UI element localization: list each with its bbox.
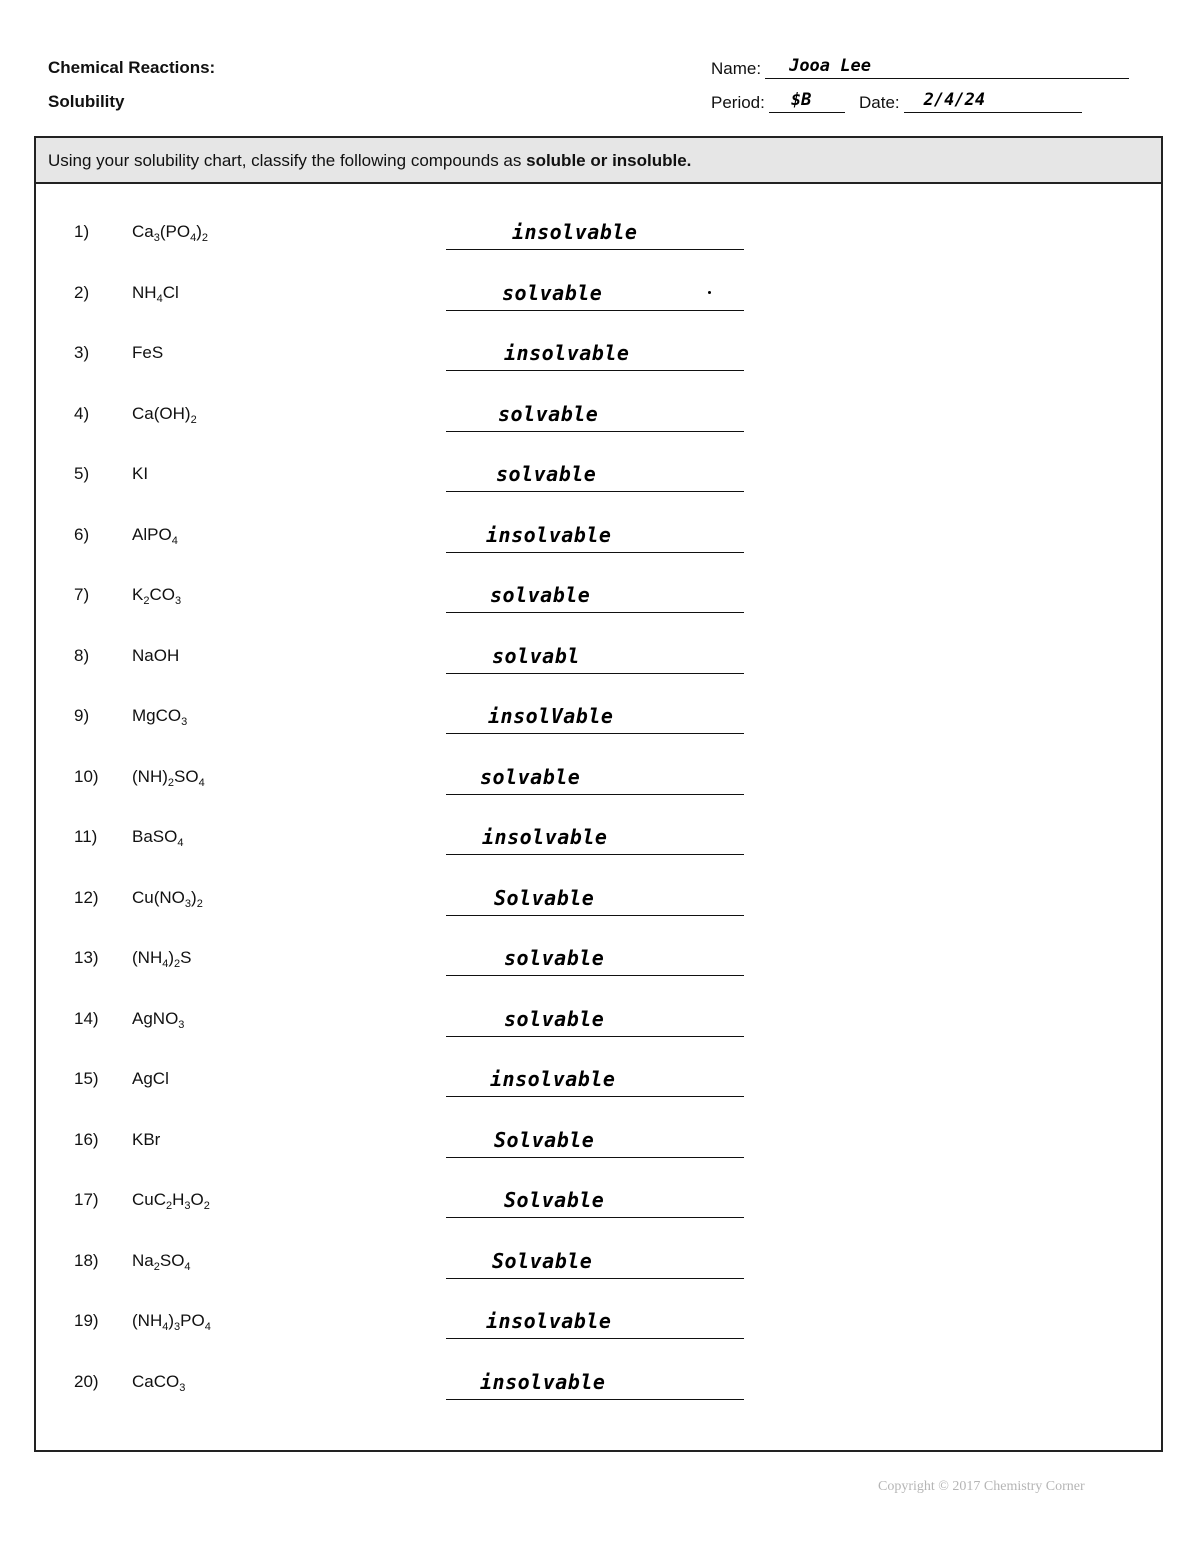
handwritten-answer: insolvable <box>512 220 638 244</box>
date-field <box>859 90 1082 113</box>
handwritten-answer: insolvable <box>490 1067 616 1091</box>
worksheet-title: Chemical Reactions: <box>48 58 216 77</box>
question-number: 12) <box>74 887 99 907</box>
compound-formula: $Ca_3(PO_4)_2$ <box>132 222 209 244</box>
question-row <box>36 1059 1161 1099</box>
question-number: 10) <box>74 766 99 786</box>
compound-formula: $(NH)_2SO_4$ <box>132 766 205 789</box>
handwritten-answer: solvable <box>504 946 605 970</box>
period-label: Period: <box>711 93 765 112</box>
handwritten-answer: solvable <box>490 583 591 607</box>
question-number: 17) <box>74 1190 99 1209</box>
compound-formula: $CuC_2H_3O_2$ <box>132 1190 210 1212</box>
question-number: 3) <box>74 343 90 362</box>
handwritten-answer: solvable <box>496 462 597 486</box>
handwritten-answer: solvable <box>498 401 599 426</box>
question-row <box>36 1301 1161 1341</box>
answer-line[interactable] <box>446 491 744 492</box>
answer-line[interactable] <box>446 431 744 432</box>
copyright-footer: Copyright © 2017 Chemistry Corner <box>878 1479 1085 1494</box>
compound-formula: MgCO$_3$ <box>132 706 188 728</box>
answer-line[interactable] <box>446 612 744 613</box>
answer-line[interactable] <box>446 1338 744 1339</box>
question-row <box>36 1362 1161 1402</box>
question-number: 19) <box>74 1311 99 1330</box>
answer-line[interactable] <box>446 794 744 795</box>
period-value: $B <box>790 90 812 110</box>
compound-formula: BaSO$_4$ <box>132 827 184 849</box>
answer-line[interactable] <box>446 1217 744 1218</box>
compound-formula: $(NH_4)_3PO_4$ <box>132 1311 211 1333</box>
period-field <box>711 90 845 113</box>
handwritten-answer: Solvable <box>492 1248 593 1273</box>
compound-formula: AlPO$_4$ <box>132 524 178 547</box>
question-number: 1) <box>74 222 90 241</box>
handwritten-answer: insolvable <box>480 1369 606 1394</box>
handwritten-answer: insolvable <box>486 522 612 547</box>
handwritten-answer: Solvable <box>504 1188 605 1212</box>
name-field <box>711 56 1129 79</box>
compound-formula: $Cu(NO_3)_2$ <box>132 887 203 910</box>
instructions-text: Using your solubility chart, classify the following compounds as <box>48 151 527 170</box>
question-number: 13) <box>74 948 99 967</box>
question-row <box>36 454 1161 494</box>
period-line[interactable] <box>769 90 845 113</box>
question-row <box>36 636 1161 676</box>
date-label: Date: <box>859 93 900 112</box>
question-row <box>36 878 1161 918</box>
handwritten-answer: Solvable <box>494 1127 595 1152</box>
answer-line[interactable] <box>446 975 744 976</box>
name-label: Name: <box>711 59 762 78</box>
handwritten-answer: solvable <box>504 1006 605 1031</box>
name-value: Jooa Lee <box>789 56 871 76</box>
handwritten-answer: solvable <box>480 764 581 789</box>
name-line[interactable] <box>765 56 1129 79</box>
compound-formula: AgCl <box>132 1069 169 1088</box>
question-number: 11) <box>74 827 98 846</box>
question-number: 9) <box>74 706 90 725</box>
compound-formula: AgNO$_3$ <box>132 1008 185 1031</box>
question-number: 14) <box>74 1008 99 1028</box>
question-row <box>36 515 1161 555</box>
instructions-banner <box>36 138 1161 184</box>
question-row <box>36 1241 1161 1281</box>
compound-formula: KI <box>132 464 149 483</box>
answer-line[interactable] <box>446 854 744 855</box>
handwritten-answer: solvable <box>502 280 603 305</box>
question-row <box>36 575 1161 615</box>
question-box <box>34 136 1163 1452</box>
question-number: 16) <box>74 1129 99 1149</box>
question-row <box>36 212 1161 252</box>
compound-formula: $K_2CO_3$ <box>132 585 182 607</box>
compound-formula: CaCO$_3$ <box>132 1371 186 1394</box>
question-number: 18) <box>74 1250 99 1270</box>
question-number: 7) <box>74 585 90 604</box>
question-row <box>36 394 1161 434</box>
handwritten-answer: insolVable <box>488 704 614 728</box>
compound-formula: $NH_4Cl$ <box>132 282 179 305</box>
handwritten-answer: insolvable <box>482 825 608 849</box>
worksheet-subtitle: Solubility <box>48 92 125 111</box>
question-number: 20) <box>74 1371 99 1391</box>
question-row <box>36 273 1161 313</box>
answer-line[interactable] <box>446 733 744 734</box>
answer-line[interactable] <box>446 370 744 371</box>
handwritten-answer: solvabl <box>492 643 580 668</box>
handwritten-answer: insolvable <box>504 341 630 365</box>
compound-formula: $Na_2SO_4$ <box>132 1250 191 1273</box>
question-number: 4) <box>74 403 90 423</box>
question-row <box>36 757 1161 797</box>
date-line[interactable] <box>904 90 1082 113</box>
question-number: 2) <box>74 282 90 302</box>
question-row <box>36 1120 1161 1160</box>
handwritten-answer: Solvable <box>494 885 595 910</box>
question-number: 8) <box>74 645 90 665</box>
answer-line[interactable] <box>446 915 744 916</box>
question-number: 15) <box>74 1069 99 1088</box>
answer-line[interactable] <box>446 1157 744 1158</box>
compound-formula: $Ca(OH)_2$ <box>132 403 197 426</box>
handwritten-answer: insolvable <box>486 1309 612 1333</box>
answer-line[interactable] <box>446 1399 744 1400</box>
question-number: 5) <box>74 464 90 483</box>
question-row <box>36 817 1161 857</box>
compound-formula: NaOH <box>132 645 180 665</box>
question-row <box>36 938 1161 978</box>
answer-line[interactable] <box>446 249 744 250</box>
question-number: 6) <box>74 524 90 544</box>
answer-line[interactable] <box>446 310 744 311</box>
answer-line[interactable] <box>446 673 744 674</box>
question-row <box>36 333 1161 373</box>
question-row <box>36 999 1161 1039</box>
date-value: 2/4/24 <box>923 90 986 110</box>
instructions-emphasis: soluble or insoluble. <box>526 151 692 170</box>
compound-formula: $(NH_4)_2S$ <box>132 948 192 970</box>
answer-line[interactable] <box>446 1278 744 1279</box>
answer-line[interactable] <box>446 1096 744 1097</box>
pen-mark <box>708 291 711 294</box>
compound-formula: KBr <box>132 1129 161 1149</box>
compound-formula: FeS <box>132 343 164 362</box>
question-row <box>36 1180 1161 1220</box>
answer-line[interactable] <box>446 1036 744 1037</box>
answer-line[interactable] <box>446 552 744 553</box>
question-row <box>36 696 1161 736</box>
